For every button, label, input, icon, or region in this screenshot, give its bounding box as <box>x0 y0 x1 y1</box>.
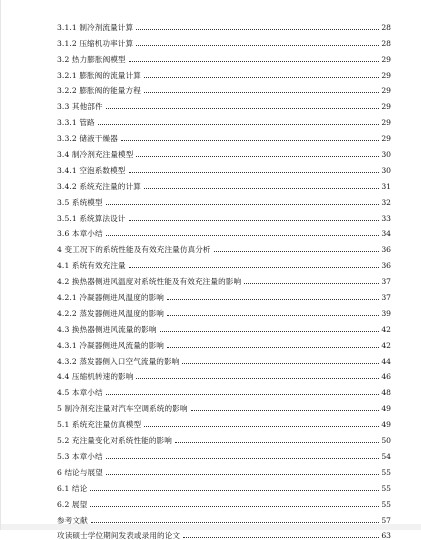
toc-entry-page-number: 28 <box>381 23 391 32</box>
toc-dot-leader <box>144 92 379 93</box>
toc-entry-title: 攻读硕士学位期间发表或录用的论文 <box>57 531 181 540</box>
toc-entry-title: 4.1 系统有效充注量 <box>57 261 127 270</box>
toc-entry-page-number: 29 <box>381 118 391 127</box>
toc-dot-leader <box>183 537 379 538</box>
toc-dot-leader <box>129 220 380 221</box>
toc-entry-page-number: 55 <box>381 468 391 477</box>
toc-dot-leader <box>160 331 380 332</box>
toc-entry-title: 4.2.2 蒸发器侧进风温度的影响 <box>57 309 165 318</box>
toc-entry[interactable] <box>57 366 391 382</box>
toc-entry[interactable] <box>57 509 391 525</box>
toc-dot-leader <box>167 347 379 348</box>
toc-dot-leader <box>191 410 380 411</box>
toc-entry[interactable] <box>57 350 391 366</box>
toc-entry-title: 6.2 展望 <box>57 500 88 509</box>
toc-entry[interactable] <box>57 48 391 64</box>
toc-dot-leader <box>144 188 379 189</box>
toc-entry[interactable] <box>57 16 391 32</box>
toc-entry-page-number: 42 <box>381 341 391 350</box>
toc-entry-title: 5.1 系统充注量仿真模型 <box>57 420 142 429</box>
toc-entry-page-number: 50 <box>381 436 391 445</box>
toc-dot-leader <box>106 235 380 236</box>
toc-entry[interactable] <box>57 254 391 270</box>
toc-entry[interactable] <box>57 334 391 350</box>
toc-entry-page-number: 44 <box>381 357 391 366</box>
toc-entry-title: 3.4 制冷剂充注量模型 <box>57 150 134 159</box>
toc-entry-title: 6.1 结论 <box>57 484 88 493</box>
toc-entry-page-number: 30 <box>381 166 391 175</box>
toc-entry[interactable] <box>57 477 391 493</box>
toc-entry-title: 3.1.2 压缩机功率计算 <box>57 39 134 48</box>
toc-entry[interactable] <box>57 238 391 254</box>
toc-entry-page-number: 33 <box>381 214 391 223</box>
toc-entry[interactable] <box>57 397 391 413</box>
toc-entry-page-number: 36 <box>381 245 391 254</box>
toc-dot-leader <box>144 426 379 427</box>
toc-entry-page-number: 46 <box>381 372 391 381</box>
toc-dot-leader <box>129 267 380 268</box>
toc-entry[interactable] <box>57 302 391 318</box>
toc-dot-leader <box>167 315 379 316</box>
toc-entry-page-number: 29 <box>381 86 391 95</box>
toc-entry[interactable] <box>57 32 391 48</box>
toc-entry[interactable] <box>57 175 391 191</box>
toc-dot-leader <box>136 156 379 157</box>
toc-entry-page-number: 29 <box>381 102 391 111</box>
toc-entry-title: 5.2 充注量变化对系统性能的影响 <box>57 436 173 445</box>
toc-entry[interactable] <box>57 318 391 334</box>
toc-entry-page-number: 36 <box>381 261 391 270</box>
toc-entry-title: 4.4 压缩机转速的影响 <box>57 372 134 381</box>
toc-entry-title: 4.2.1 冷凝器侧进风温度的影响 <box>57 293 165 302</box>
toc-dot-leader <box>129 172 380 173</box>
toc-entry-page-number: 30 <box>381 150 391 159</box>
toc-entry[interactable] <box>57 286 391 302</box>
toc-entry[interactable] <box>57 143 391 159</box>
toc-dot-leader <box>106 394 380 395</box>
toc-dot-leader <box>91 522 380 523</box>
toc-entry-page-number: 48 <box>381 388 391 397</box>
toc-dot-leader <box>121 140 380 141</box>
toc-entry-title: 3.2.2 膨胀阀的能量方程 <box>57 86 142 95</box>
toc-dot-leader <box>214 251 380 252</box>
toc-entry-title: 4.3.2 蒸发器侧入口空气流量的影响 <box>57 357 180 366</box>
toc-entry-title: 5.3 本章小结 <box>57 452 104 461</box>
toc-entry[interactable] <box>57 207 391 223</box>
toc-dot-leader <box>90 506 379 507</box>
toc-dot-leader <box>167 299 379 300</box>
toc-entry-page-number: 49 <box>381 420 391 429</box>
toc-entry-title: 6 结论与展望 <box>57 468 104 477</box>
toc-entry-title: 3.3.1 管路 <box>57 118 96 127</box>
toc-entry-title: 3.1.1 制冷剂流量计算 <box>57 23 134 32</box>
toc-dot-leader <box>106 474 379 475</box>
toc-entry-title: 3.2 热力膨胀阀模型 <box>57 55 127 64</box>
toc-entry-page-number: 39 <box>381 309 391 318</box>
toc-entry-page-number: 32 <box>381 198 391 207</box>
toc-entry-title: 3.6 本章小结 <box>57 229 104 238</box>
toc-entry[interactable] <box>57 461 391 477</box>
toc-entry-page-number: 29 <box>381 71 391 80</box>
toc-entry-title: 3.3.2 储液干燥器 <box>57 134 119 143</box>
toc-dot-leader <box>136 45 379 46</box>
toc-entry-page-number: 31 <box>381 182 391 191</box>
toc-entry[interactable] <box>57 127 391 143</box>
toc-entry[interactable] <box>57 381 391 397</box>
toc-entry-page-number: 29 <box>381 55 391 64</box>
toc-entry-title: 3.4.2 系统充注量的计算 <box>57 182 142 191</box>
toc-entry[interactable] <box>57 95 391 111</box>
toc-dot-leader <box>136 29 379 30</box>
toc-entry-page-number: 55 <box>381 500 391 509</box>
toc-entry[interactable] <box>57 64 391 80</box>
toc-entry-title: 3.4.1 空泡系数模型 <box>57 166 127 175</box>
toc-entry-title: 参考文献 <box>57 516 89 525</box>
toc-entry-title: 5 制冷剂充注量对汽车空调系统的影响 <box>57 404 189 413</box>
toc-dot-leader <box>144 77 379 78</box>
toc-entry[interactable] <box>57 223 391 239</box>
toc-entry-title: 4.5 本章小结 <box>57 388 104 397</box>
toc-dot-leader <box>106 108 380 109</box>
toc-dot-leader <box>244 283 379 284</box>
toc-entry[interactable] <box>57 111 391 127</box>
toc-entry[interactable] <box>57 159 391 175</box>
toc-entry[interactable] <box>57 445 391 461</box>
toc-entry-page-number: 37 <box>381 293 391 302</box>
toc-entry-page-number: 63 <box>381 531 391 540</box>
toc-entry-page-number: 57 <box>381 516 391 525</box>
toc-entry-title: 4.2 换热器侧进风温度对系统性能及有效充注量的影响 <box>57 277 242 286</box>
toc-entry-title: 3.3 其他部件 <box>57 102 104 111</box>
toc-entry[interactable] <box>57 413 391 429</box>
toc-entry-page-number: 42 <box>381 325 391 334</box>
toc-entry[interactable] <box>57 429 391 445</box>
toc-dot-leader <box>98 124 380 125</box>
toc-dot-leader <box>136 378 379 379</box>
toc-entry-title: 3.5.1 系统算法设计 <box>57 214 127 223</box>
toc-entry-title: 4.3 换热器侧进风流量的影响 <box>57 325 158 334</box>
toc-entry-page-number: 37 <box>381 277 391 286</box>
toc-entry-page-number: 28 <box>381 39 391 48</box>
toc-entry[interactable] <box>57 270 391 286</box>
toc-dot-leader <box>106 204 380 205</box>
toc-dot-leader <box>182 363 379 364</box>
page-bottom-edge <box>1 524 421 530</box>
toc-entry-title: 3.5 系统模型 <box>57 198 104 207</box>
toc-entry-page-number: 29 <box>381 134 391 143</box>
toc-entry-page-number: 54 <box>381 452 391 461</box>
toc-dot-leader <box>175 442 379 443</box>
toc-entry-page-number: 49 <box>381 404 391 413</box>
toc-entry[interactable] <box>57 191 391 207</box>
toc-entry-title: 4 变工况下的系统性能及有效充注量仿真分析 <box>57 245 212 254</box>
toc-entry-page-number: 34 <box>381 229 391 238</box>
toc-entry[interactable] <box>57 80 391 96</box>
toc-dot-leader <box>106 458 380 459</box>
toc-dot-leader <box>129 61 380 62</box>
toc-dot-leader <box>90 490 379 491</box>
toc-entry-title: 4.3.1 冷凝器侧进风流量的影响 <box>57 341 165 350</box>
toc-entry-title: 3.2.1 膨胀阀的流量计算 <box>57 71 142 80</box>
toc-entry-page-number: 55 <box>381 484 391 493</box>
toc-entry[interactable] <box>57 493 391 509</box>
table-of-contents <box>57 16 391 540</box>
